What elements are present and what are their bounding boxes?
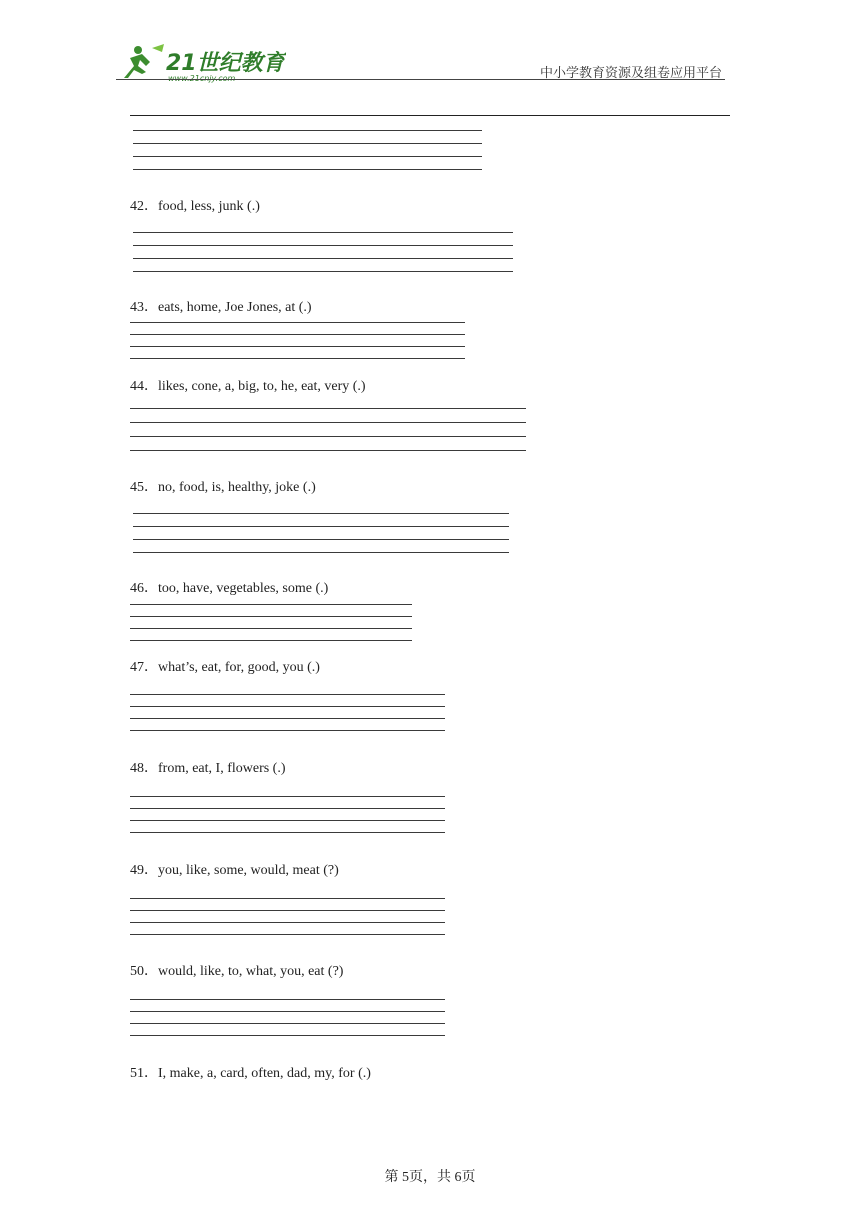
question-51: 51．I, make, a, card, often, dad, my, for (.) xyxy=(130,1066,371,1081)
logo-url: www.21cnjy.com xyxy=(168,74,236,83)
runner-logo-icon xyxy=(116,40,286,84)
site-logo xyxy=(116,40,286,84)
answer-lines-47[interactable] xyxy=(130,694,445,734)
answer-lines-45[interactable] xyxy=(133,513,509,557)
answer-lines-43[interactable] xyxy=(130,322,465,362)
question-47: 47．what’s, eat, for, good, you (.) xyxy=(130,660,320,675)
platform-name: 中小学教育资源及组卷应用平台 xyxy=(539,66,722,81)
answer-lines-46[interactable] xyxy=(130,604,412,644)
question-43: 43．eats, home, Joe Jones, at (.) xyxy=(130,300,312,315)
question-50: 50．would, like, to, what, you, eat (?) xyxy=(130,964,344,979)
answer-lines-48[interactable] xyxy=(130,796,445,836)
question-42: 42．food, less, junk (.) xyxy=(130,199,260,214)
answer-lines-49[interactable] xyxy=(130,898,445,938)
section-divider xyxy=(130,115,730,116)
page-number: 第 5页，共 6页 xyxy=(384,1170,476,1185)
question-45: 45．no, food, is, healthy, joke (.) xyxy=(130,480,316,495)
answer-lines-41[interactable] xyxy=(133,130,482,174)
question-46: 46．too, have, vegetables, some (.) xyxy=(130,581,329,596)
answer-lines-42[interactable] xyxy=(133,232,513,276)
header-divider xyxy=(116,79,725,80)
answer-lines-44[interactable] xyxy=(130,408,526,454)
answer-lines-50[interactable] xyxy=(130,999,445,1039)
question-48: 48．from, eat, I, flowers (.) xyxy=(130,761,286,776)
logo-text: 21世纪教育 xyxy=(166,51,285,76)
question-44: 44．likes, cone, a, big, to, he, eat, very (.) xyxy=(130,379,366,394)
question-49: 49．you, like, some, would, meat (?) xyxy=(130,863,339,878)
